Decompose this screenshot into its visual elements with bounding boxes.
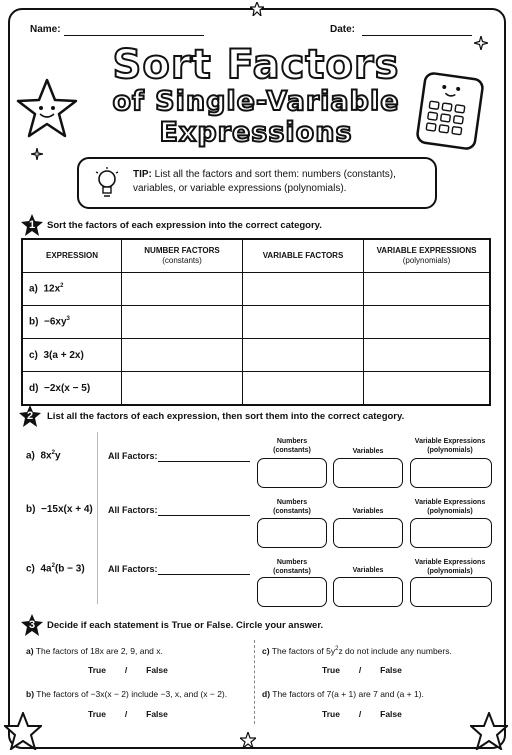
row-a-expression: a) $12x^2$ — [22, 273, 122, 306]
answer-cell[interactable] — [122, 339, 243, 372]
answer-cell[interactable] — [364, 339, 491, 372]
numbers-box[interactable] — [257, 458, 327, 488]
col-expression: EXPRESSION — [22, 239, 122, 273]
table-header-row — [22, 239, 490, 273]
true-false-a[interactable]: True / False — [88, 665, 168, 675]
statement-a: a) The factors of 18x are 2, 9, and x. — [26, 646, 163, 656]
col-variables-header: Variables — [352, 567, 384, 574]
item-b-expression: b) −15x(x + 4) — [26, 504, 93, 515]
section-3-badge — [21, 614, 43, 636]
lightbulb-icon — [93, 166, 121, 200]
section-2-divider — [97, 432, 98, 604]
answer-cell[interactable] — [243, 273, 364, 306]
all-factors-label: All Factors: — [108, 451, 158, 461]
name-label: Name: — [30, 24, 61, 35]
true-option[interactable]: True — [322, 709, 340, 719]
variables-box[interactable] — [333, 518, 403, 548]
table-row — [22, 372, 490, 406]
answer-cell[interactable] — [243, 372, 364, 406]
row-c-expression: c) 3(a + 2x) — [22, 339, 122, 372]
true-false-b[interactable]: True / False — [88, 709, 168, 719]
section-3-divider — [254, 640, 255, 724]
table-row — [22, 306, 490, 339]
answer-cell[interactable] — [243, 306, 364, 339]
false-option[interactable]: False — [146, 709, 168, 719]
tip-text-line-1: List all the factors and sort them: numbers (constants), — [154, 169, 396, 180]
section-2-badge — [19, 405, 41, 427]
col-variable-factors: VARIABLE FACTORS — [243, 239, 364, 273]
false-option[interactable]: False — [380, 709, 402, 719]
title-line-2: of Single-Variable — [112, 86, 400, 117]
section-2-instruction: List all the factors of each expression, then sort them into the correct category. — [47, 411, 405, 422]
statement-d: d) The factors of 7(a + 1) are 7 and (a + 1). — [262, 689, 424, 699]
table-row — [22, 339, 490, 372]
section-1-badge — [21, 214, 43, 236]
section-3-instruction: Decide if each statement is True or False. Circle your answer. — [47, 620, 324, 631]
true-option[interactable]: True — [88, 709, 106, 719]
answer-cell[interactable] — [364, 273, 491, 306]
star-icon — [240, 732, 256, 748]
false-option[interactable]: False — [146, 665, 168, 675]
star-icon — [250, 2, 264, 16]
varexpr-box[interactable] — [410, 577, 492, 607]
sparkle-icon — [31, 148, 43, 160]
section-1-number: 1 — [28, 219, 36, 231]
section-1-instruction: Sort the factors of each expression into the correct category. — [47, 220, 322, 231]
star-icon — [470, 712, 508, 750]
numbers-box[interactable] — [257, 518, 327, 548]
col-variables-header: Variables — [352, 508, 384, 515]
true-option[interactable]: True — [88, 665, 106, 675]
section-3-number: 3 — [28, 619, 36, 631]
answer-cell[interactable] — [122, 273, 243, 306]
false-option[interactable]: False — [380, 665, 402, 675]
tip-box — [77, 157, 437, 209]
true-option[interactable]: True — [322, 665, 340, 675]
date-label: Date: — [330, 24, 356, 35]
variables-box[interactable] — [333, 458, 403, 488]
col-number-factors: NUMBER FACTORS (constants) — [122, 239, 243, 273]
col-variable-expressions: VARIABLE EXPRESSIONS (polynomials) — [364, 239, 491, 273]
answer-cell[interactable] — [364, 306, 491, 339]
star-icon — [4, 712, 42, 750]
all-factors-line[interactable] — [158, 574, 250, 575]
table-row — [22, 273, 490, 306]
col-varexpr-header: Variable Expressions (polynomials) — [414, 438, 486, 454]
col-varexpr-header: Variable Expressions (polynomials) — [414, 499, 486, 515]
date-field-line[interactable] — [362, 35, 472, 36]
all-factors-line[interactable] — [158, 461, 250, 462]
name-field-line[interactable] — [64, 35, 204, 36]
answer-cell[interactable] — [122, 306, 243, 339]
variables-box[interactable] — [333, 577, 403, 607]
statement-c: c) The factors of $5y^2z$ do not include any numbers. — [262, 646, 452, 656]
all-factors-line[interactable] — [158, 515, 250, 516]
all-factors-label: All Factors: — [108, 505, 158, 515]
all-factors-label: All Factors: — [108, 564, 158, 574]
numbers-box[interactable] — [257, 577, 327, 607]
title-line-1: Sort Factors — [112, 42, 400, 88]
varexpr-box[interactable] — [410, 458, 492, 488]
item-c-expression: c) $4a^2(b - 3)$ — [26, 563, 85, 575]
col-numbers-header: Numbers (constants) — [273, 499, 311, 515]
tip-label: TIP: — [133, 169, 152, 180]
tip-text-line-2: variables, or variable expressions (polynomials). — [133, 183, 347, 194]
answer-cell[interactable] — [243, 339, 364, 372]
section-2-number: 2 — [26, 410, 34, 422]
sort-factors-table — [21, 238, 491, 406]
true-false-c[interactable]: True / False — [322, 665, 402, 675]
answer-cell[interactable] — [122, 372, 243, 406]
col-variables-header: Variables — [352, 448, 384, 455]
title-line-3: Expressions — [159, 117, 353, 148]
answer-cell[interactable] — [364, 372, 491, 406]
statement-b: b) The factors of −3x(x − 2) include −3, x, and (x − 2). — [26, 689, 228, 699]
col-numbers-header: Numbers (constants) — [273, 559, 311, 575]
varexpr-box[interactable] — [410, 518, 492, 548]
row-d-expression: d) −2x(x − 5) — [22, 372, 122, 406]
row-b-expression: $b) -6xy^3$ — [22, 306, 122, 339]
true-false-d[interactable]: True / False — [322, 709, 402, 719]
col-numbers-header: Numbers (constants) — [273, 438, 311, 454]
col-varexpr-header: Variable Expressions (polynomials) — [414, 559, 486, 575]
item-a-expression: a) $8x^2y$ — [26, 450, 61, 462]
